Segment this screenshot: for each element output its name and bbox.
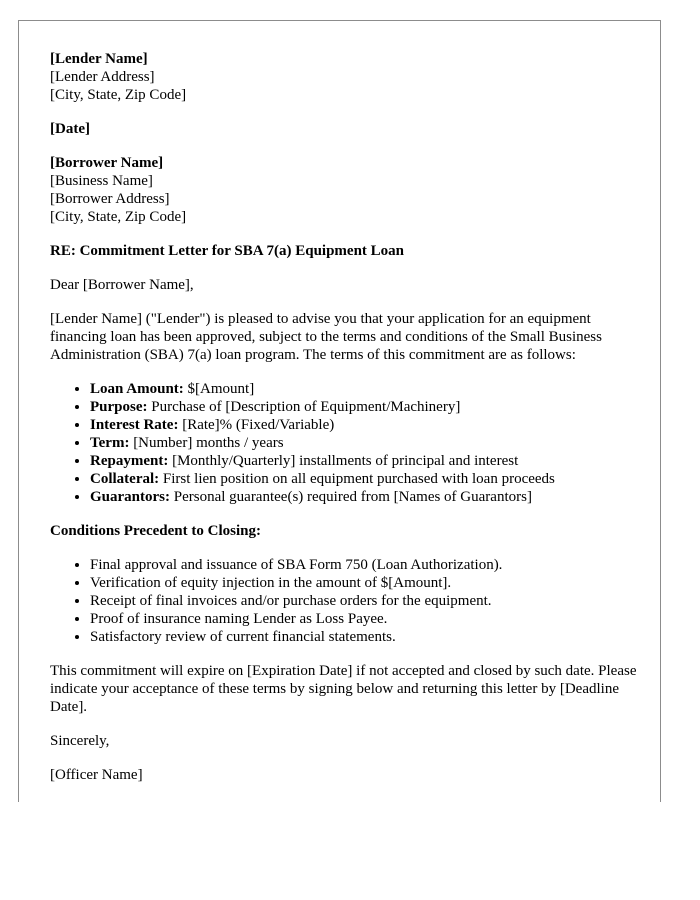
term-label: Repayment: <box>90 453 169 469</box>
conditions-heading: Conditions Precedent to Closing: <box>50 523 261 539</box>
condition-item: • Final approval and issuance of SBA Form 750 (Loan Authorization). <box>90 556 640 574</box>
borrower-block <box>50 154 640 226</box>
condition-item: • Proof of insurance naming Lender as Loss Payee. <box>90 610 640 628</box>
term-item-guarantors <box>90 488 640 506</box>
subject-line: RE: Commitment Letter for SBA 7(a) Equipment Loan <box>50 243 405 259</box>
condition-item: • Receipt of final invoices and/or purchase orders for the equipment. <box>90 592 640 610</box>
borrower-address: [Borrower Address] <box>50 191 170 207</box>
terms-list <box>50 380 640 506</box>
lender-address: [Lender Address] <box>50 69 155 85</box>
letter-date: [Date] <box>50 121 90 137</box>
letter-page <box>18 20 661 802</box>
term-value: [Rate]% (Fixed/Variable) <box>178 417 335 433</box>
letter-content <box>50 50 640 784</box>
borrower-business-name: [Business Name] <box>50 173 153 189</box>
closing-paragraph: This commitment will expire on [Expiration Date] if not accepted and closed by such date. Please indicate your acceptance of these terms by signing below and returning this letter by [Deadline Date]. <box>50 663 637 715</box>
term-item-loan-amount <box>90 380 640 398</box>
condition-item: • Verification of equity injection in the amount of $[Amount]. <box>90 574 640 592</box>
term-value: [Number] months / years <box>129 435 284 451</box>
term-label: Loan Amount: <box>90 381 184 397</box>
term-value: Personal guarantee(s) required from [Names of Guarantors] <box>170 489 532 505</box>
term-value: [Monthly/Quarterly] installments of principal and interest <box>168 453 519 469</box>
condition-item: • Satisfactory review of current financial statements. <box>90 628 640 646</box>
borrower-name: [Borrower Name] <box>50 155 164 171</box>
term-label: Interest Rate: <box>90 417 179 433</box>
salutation: Dear [Borrower Name], <box>50 277 194 293</box>
term-label: Purpose: <box>90 399 148 415</box>
conditions-list <box>50 556 640 646</box>
intro-paragraph: [Lender Name] ("Lender") is pleased to advise you that your application for an equipment financing loan has been approved, subject to the terms and conditions of the Small Business Administration (SBA) 7(a) loan program. The terms of this commitment are as follows: <box>50 311 602 363</box>
term-item-term <box>90 434 640 452</box>
term-item-repayment <box>90 452 640 470</box>
officer-name: [Officer Name] <box>50 767 143 783</box>
date-block <box>50 120 640 138</box>
lender-city-state-zip: [City, State, Zip Code] <box>50 87 187 103</box>
borrower-city-state-zip: [City, State, Zip Code] <box>50 209 187 225</box>
lender-block <box>50 50 640 104</box>
term-item-interest-rate <box>90 416 640 434</box>
term-label: Guarantors: <box>90 489 170 505</box>
term-value: First lien position on all equipment purchased with loan proceeds <box>159 471 555 487</box>
term-label: Collateral: <box>90 471 160 487</box>
term-value: $[Amount] <box>183 381 255 397</box>
term-item-purpose <box>90 398 640 416</box>
sign-off: Sincerely, <box>50 733 110 749</box>
lender-name: [Lender Name] <box>50 51 148 67</box>
term-item-collateral <box>90 470 640 488</box>
term-label: Term: <box>90 435 130 451</box>
term-value: Purchase of [Description of Equipment/Machinery] <box>147 399 461 415</box>
